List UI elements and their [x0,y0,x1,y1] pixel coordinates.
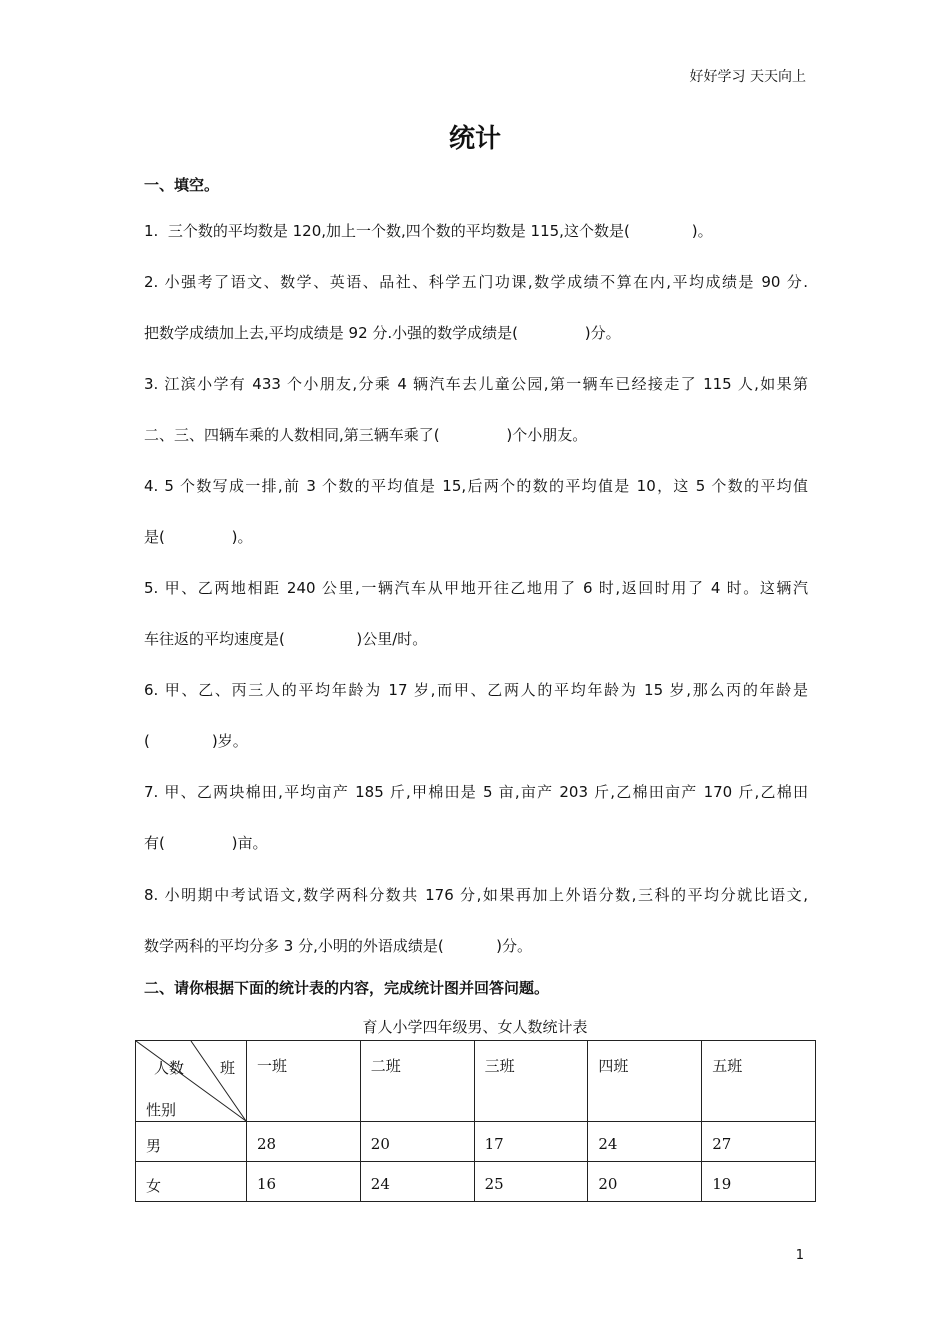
table-cell: 19 [702,1162,816,1202]
table-row [136,1162,816,1202]
column-header: 四班 [588,1041,702,1122]
question-2-line-1: 2. 小强考了语文、数学、英语、品社、科学五门功课,数学成绩不算在内,平均成绩是 90 分. [144,273,808,291]
corner-label-gender: 性别 [146,1101,177,1119]
page-number: 1 [795,1248,804,1263]
question-6-line-1: 6. 甲、乙、丙三人的平均年龄为 17 岁,而甲、乙两人的平均年龄为 15 岁,那么丙的年龄是 [144,681,808,699]
table-cell: 20 [360,1122,474,1162]
header-slogan: 好好学习 天天向上 [689,69,806,85]
page-title: 统计 [448,124,501,154]
column-header: 一班 [247,1041,361,1122]
table-cell: 25 [474,1162,588,1202]
table-caption: 育人小学四年级男、女人数统计表 [362,1018,588,1036]
table-cell: 24 [360,1162,474,1202]
row-label-male: 男 [136,1122,247,1162]
question-2-line-2: 把数学成绩加上去,平均成绩是 92 分.小强的数学成绩是( )分。 [144,324,621,342]
question-3-line-2: 二、三、四辆车乘的人数相同,第三辆车乘了( )个小朋友。 [144,426,588,444]
question-7-line-2: 有( )亩。 [144,834,268,852]
section-1-heading: 一、填空。 [144,176,220,194]
question-3-line-1: 3. 江滨小学有 433 个小朋友,分乘 4 辆汽车去儿童公园,第一辆车已经接走了 115 人,如果第 [144,375,808,393]
table-row [136,1122,816,1162]
diagonal-header-cell [136,1041,247,1122]
question-4-line-2: 是( )。 [144,528,253,546]
question-6-line-2: ( )岁。 [144,732,248,750]
question-4-line-1: 4. 5 个数写成一排,前 3 个数的平均值是 15,后两个的数的平均值是 10，这 5 个数的平均值 [144,477,808,495]
corner-label-class: 班 [220,1059,236,1077]
row-label-female: 女 [136,1162,247,1202]
table-header-row [136,1041,816,1122]
question-8-line-1: 8. 小明期中考试语文,数学两科分数共 176 分,如果再加上外语分数,三科的平均分就比语文, [144,886,808,904]
question-8-line-2: 数学两科的平均分多 3 分,小明的外语成绩是( )分。 [144,937,533,955]
table-cell: 28 [247,1122,361,1162]
column-header: 三班 [474,1041,588,1122]
question-5-line-2: 车往返的平均速度是( )公里/时。 [144,630,428,648]
question-5-line-1: 5. 甲、乙两地相距 240 公里,一辆汽车从甲地开往乙地用了 6 时,返回时用了 4 时。这辆汽 [144,579,808,597]
table-cell: 17 [474,1122,588,1162]
table-cell: 20 [588,1162,702,1202]
table-cell: 27 [702,1122,816,1162]
section-2-heading: 二、请你根据下面的统计表的内容，完成统计图并回答问题。 [144,979,550,997]
column-header: 五班 [702,1041,816,1122]
column-header: 二班 [360,1041,474,1122]
stats-table [135,1040,816,1202]
question-1-line: 1. 三个数的平均数是 120,加上一个数,四个数的平均数是 115,这个数是( )。 [144,222,713,240]
corner-label-count: 人数 [154,1059,185,1077]
question-7-line-1: 7. 甲、乙两块棉田,平均亩产 185 斤,甲棉田是 5 亩,亩产 203 斤,乙棉田亩产 170 斤,乙棉田 [144,783,808,801]
table-cell: 24 [588,1122,702,1162]
table-cell: 16 [247,1162,361,1202]
